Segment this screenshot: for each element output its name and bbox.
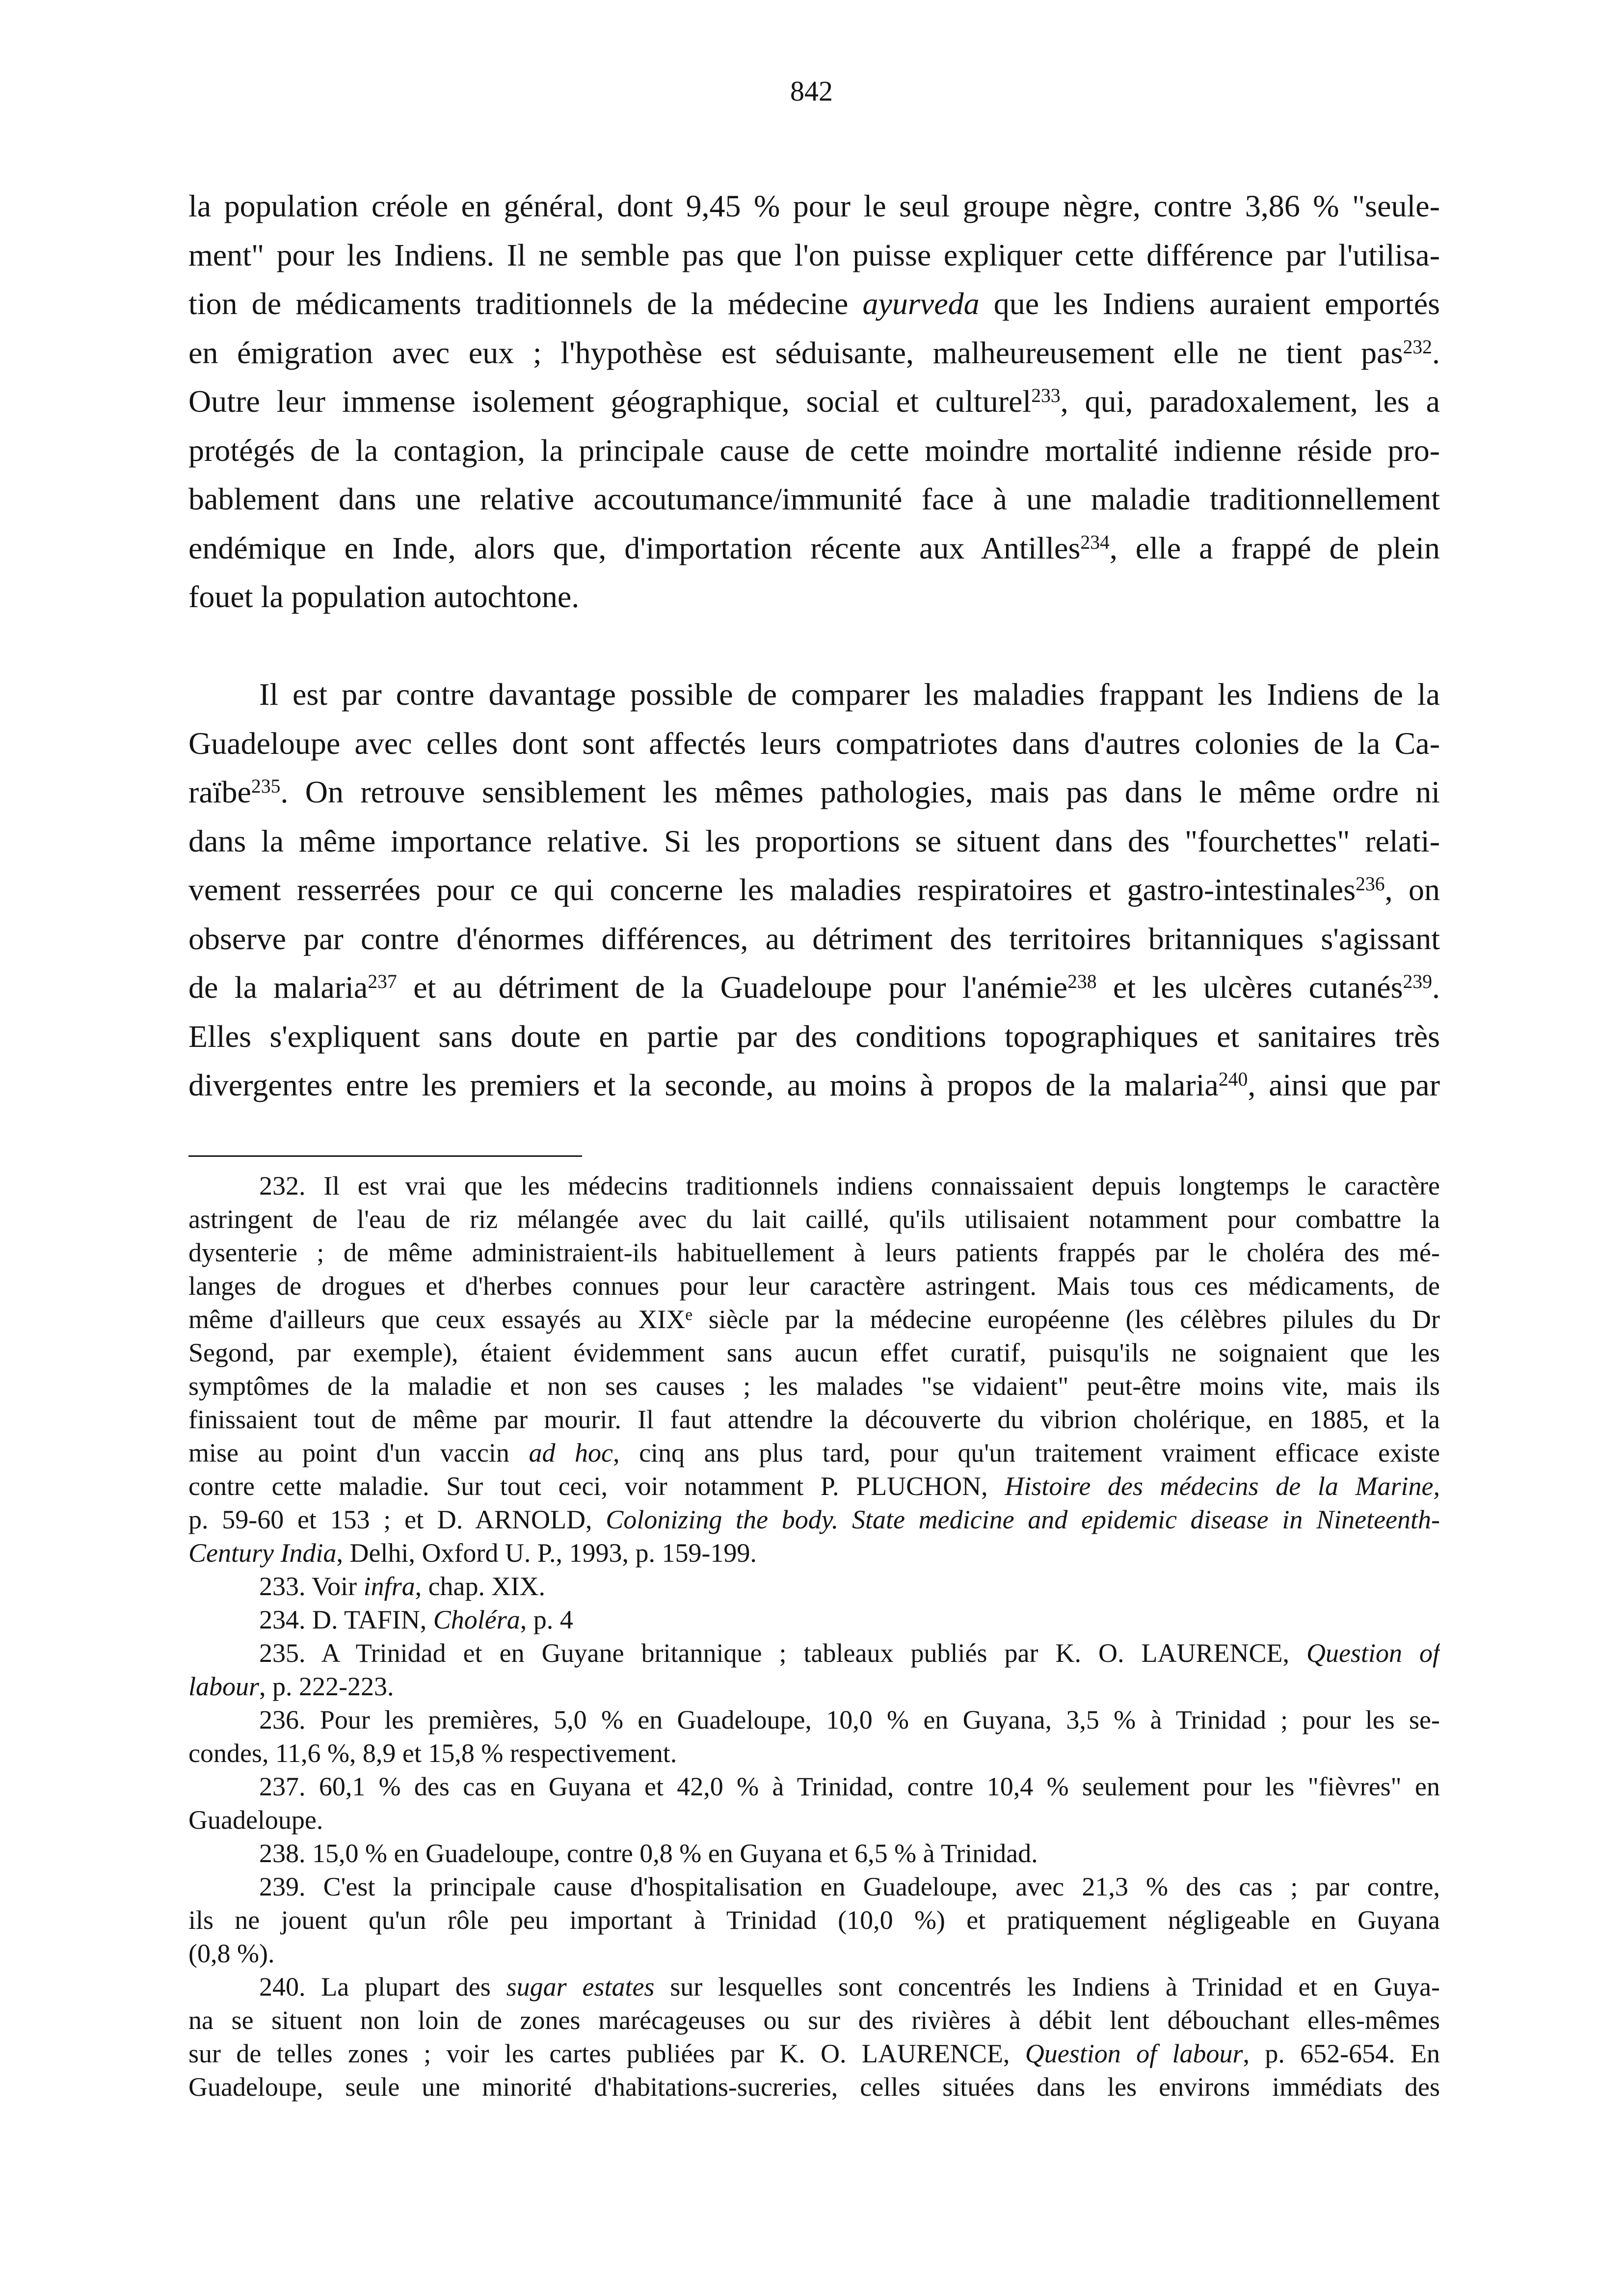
footnote — [188, 1169, 1440, 1570]
body-line — [188, 963, 1440, 1012]
text-run: dans la même importance relative. Si les proportions se situent dans des "fourchettes" relati- — [188, 823, 1440, 858]
footnote — [188, 1703, 1440, 1770]
text-run: , elle a frappé de plein — [1109, 530, 1440, 565]
footnote — [188, 1837, 1440, 1870]
footnote-reference: 234 — [1080, 531, 1110, 553]
footnote-line — [188, 1803, 1440, 1837]
text-run: astringent de l'eau de riz mélangée avec du lait caillé, qu'ils utilisaient notamment pour combattre la — [188, 1204, 1440, 1234]
footnote-number: 233. — [259, 1572, 306, 1601]
footnote-line — [188, 1837, 1440, 1870]
body-line — [188, 1061, 1440, 1110]
text-run: sur de telles zones ; voir les cartes publiées par K. O. LAURENCE, — [188, 2039, 1010, 2068]
page-number: 842 — [790, 75, 833, 107]
footnotes — [188, 1169, 1440, 2104]
text-run: langes de drogues et d'herbes connues pour leur caractère astringent. Mais tous ces médicaments, de — [188, 1271, 1440, 1301]
body-line — [188, 768, 1440, 817]
body-line — [188, 914, 1440, 963]
italic-title: Choléra — [433, 1605, 520, 1634]
body-line — [188, 426, 1440, 475]
text-run: (0,8 %). — [188, 1939, 275, 1968]
body-line — [188, 670, 1440, 719]
text-run: condes, 11,6 %, 8,9 et 15,8 % respectivement. — [188, 1738, 677, 1768]
footnote-line — [188, 1503, 1440, 1536]
text-run: raïbe — [188, 774, 251, 809]
footnote-reference: 233 — [1031, 385, 1061, 407]
text-run: endémique en Inde, alors que, d'importation récente aux Antilles — [188, 530, 1081, 565]
body-line — [188, 524, 1440, 573]
footnote-line — [188, 1703, 1440, 1736]
text-run: Guadeloupe. — [188, 1805, 323, 1835]
text-run: finissaient tout de même par mourir. Il faut attendre la découverte du vibrion cholérique, en 1885, et la — [188, 1405, 1440, 1434]
text-run: , qui, paradoxalement, les a — [1060, 384, 1440, 419]
text-run: , p. 222-223. — [259, 1672, 394, 1701]
text-run: La plupart des — [321, 1972, 491, 2002]
text-run: 60,1 % des cas en Guyana et 42,0 % à Trinidad, contre 10,4 % seulement pour les "fièvres" en — [319, 1772, 1440, 1801]
text-run: Il est vrai que les médecins traditionnels indiens connaissaient depuis longtemps le caractère — [323, 1171, 1440, 1201]
body-line — [188, 1012, 1440, 1061]
text-run: divergentes entre les premiers et la seconde, au moins à propos de la malaria — [188, 1068, 1219, 1102]
footnote-line — [188, 1336, 1440, 1369]
footnote-line — [188, 2003, 1440, 2037]
text-run: Il est par contre davantage possible de comparer les maladies frappant les Indiens de la — [259, 677, 1440, 712]
text-run: mise au point d'un vaccin — [188, 1438, 509, 1468]
text-run: , cinq ans plus tard, pour qu'un traitement vraiment efficace existe — [613, 1438, 1440, 1468]
footnote-line — [188, 1169, 1440, 1202]
footnote-line — [188, 1469, 1440, 1503]
text-run: observe par contre d'énormes différences, au détriment des territoires britanniques s'agissant — [188, 921, 1440, 956]
text-run: vement resserrées pour ce qui concerne les maladies respiratoires et gastro-intestinales — [188, 872, 1356, 907]
italic-title: Century India — [188, 1538, 337, 1568]
text-run: . — [1432, 335, 1440, 370]
text-run: la population créole en général, dont 9,45 % pour le seul groupe nègre, contre 3,86 % "seule- — [188, 188, 1440, 223]
main-text — [188, 182, 1440, 1110]
text-run: et au détriment de la Guadeloupe pour l'anémie — [413, 970, 1068, 1005]
italic-title: Question of labour — [1025, 2039, 1243, 2068]
text-run: bablement dans une relative accoutumance/immunité face à une maladie traditionnellement — [188, 481, 1440, 516]
footnote-number: 238. — [259, 1839, 306, 1868]
superscript: e — [685, 1306, 693, 1324]
footnote-line — [188, 1403, 1440, 1436]
text-run: sur lesquelles sont concentrés les Indiens à Trinidad et en Guya- — [670, 1972, 1440, 2002]
paragraph — [188, 182, 1440, 621]
text-run: C'est la principale cause d'hospitalisation en Guadeloupe, avec 21,3 % des cas ; par contre, — [323, 1872, 1440, 1901]
footnote-reference: 236 — [1356, 873, 1385, 895]
body-line — [188, 328, 1440, 377]
italic-term: ayurveda — [862, 286, 980, 321]
text-run: protégés de la contagion, la principale cause de cette moindre mortalité indienne réside pro- — [188, 432, 1440, 468]
italic-title: labour — [188, 1672, 260, 1701]
footnote-number: 240. — [259, 1972, 306, 2002]
italic-title: Histoire des médecins de la Marine, — [1005, 1471, 1440, 1501]
footnote — [188, 1970, 1440, 2104]
footnote-reference: 237 — [368, 971, 397, 993]
text-run: na se situent non loin de zones marécageuses ou sur des rivières à débit lent débouchant elles-mêmes — [188, 2005, 1440, 2035]
footnote-line — [188, 1937, 1440, 1970]
footnote-reference: 239 — [1403, 971, 1433, 993]
footnote-separator — [188, 1155, 582, 1157]
footnote-line — [188, 1636, 1440, 1670]
footnote-number: 239. — [259, 1872, 306, 1901]
text-run: Elles s'expliquent sans doute en partie par des conditions topographiques et sanitaires très — [188, 1018, 1440, 1054]
text-run: Segond, par exemple), étaient évidemment sans aucun effet curatif, puisqu'ils ne soignaient que les — [188, 1338, 1440, 1367]
body-line — [188, 279, 1440, 328]
text-run: D. TAFIN, — [312, 1605, 427, 1634]
text-run: en émigration avec eux ; l'hypothèse est séduisante, malheureusement elle ne tient pas — [188, 335, 1403, 370]
body-line — [188, 817, 1440, 866]
footnote-number: 232. — [259, 1171, 306, 1201]
text-run: dysenterie ; de même administraient-ils habituellement à leurs patients frappés par le choléra des mé- — [188, 1238, 1440, 1267]
text-run: contre cette maladie. Sur tout ceci, voir notamment P. PLUCHON, — [188, 1471, 988, 1501]
text-run: symptômes de la maladie et non ses causes ; les malades "se vidaient" peut-être moins vite, mais ils — [188, 1371, 1440, 1401]
italic-term: sugar estates — [506, 1972, 655, 2002]
footnote — [188, 1636, 1440, 1703]
text-run: Guadeloupe, seule une minorité d'habitations-sucreries, celles situées dans les environs immédiats des — [188, 2072, 1440, 2102]
footnote — [188, 1870, 1440, 1970]
footnote-number: 237. — [259, 1772, 306, 1801]
text-run: , on — [1384, 872, 1440, 907]
text-run: Outre leur immense isolement géographique, social et culturel — [188, 384, 1032, 419]
footnote-number: 235. — [259, 1638, 306, 1668]
text-run: de la malaria — [188, 970, 368, 1005]
text-run: , ainsi que par — [1248, 1068, 1440, 1102]
footnote-line — [188, 1436, 1440, 1469]
footnote-line — [188, 1570, 1440, 1603]
text-run: ment" pour les Indiens. Il ne semble pas que l'on puisse expliquer cette différence par l'utilisa- — [188, 237, 1440, 272]
footnote-line — [188, 1603, 1440, 1636]
footnote-reference: 232 — [1403, 336, 1432, 358]
text-run: fouet la population autochtone. — [188, 579, 580, 614]
body-line — [188, 475, 1440, 524]
footnote-line — [188, 1536, 1440, 1570]
italic-term: infra — [363, 1572, 415, 1601]
body-line — [188, 572, 1440, 621]
text-run: tion de médicaments traditionnels de la médecine — [188, 286, 849, 321]
footnote-line — [188, 2037, 1440, 2070]
footnote-line — [188, 1870, 1440, 1903]
footnote-line — [188, 1303, 1440, 1336]
text-run: Guadeloupe avec celles dont sont affectés leurs compatriotes dans d'autres colonies de la Ca- — [188, 725, 1440, 761]
footnote-number: 236. — [259, 1705, 306, 1735]
text-run: , p. 4 — [520, 1605, 573, 1634]
body-line — [188, 231, 1440, 280]
body-line — [188, 719, 1440, 768]
text-run: p. 59-60 et 153 ; et D. ARNOLD, — [188, 1505, 592, 1534]
text-run: , Delhi, Oxford U. P., 1993, p. 159-199. — [336, 1538, 757, 1568]
footnote-line — [188, 1736, 1440, 1770]
text-run: , chap. XIX. — [415, 1572, 546, 1601]
footnote — [188, 1570, 1440, 1603]
text-run: Voir — [312, 1572, 357, 1601]
text-run: que les Indiens auraient emportés — [993, 286, 1440, 321]
footnote-number: 234. — [259, 1605, 306, 1634]
footnote-reference: 235 — [251, 775, 281, 798]
body-line — [188, 377, 1440, 426]
text-run: . — [1432, 970, 1440, 1005]
italic-title: Question of — [1306, 1638, 1440, 1668]
footnote-line — [188, 1269, 1440, 1303]
footnote-line — [188, 1903, 1440, 1937]
italic-title: Colonizing the body. State medicine and epidemic disease in Nineteenth- — [606, 1505, 1440, 1534]
footnote-line — [188, 1770, 1440, 1803]
body-line — [188, 865, 1440, 914]
footnote-line — [188, 1202, 1440, 1236]
text-run: 15,0 % en Guadeloupe, contre 0,8 % en Guyana et 6,5 % à Trinidad. — [312, 1839, 1038, 1868]
text-run: ils ne jouent qu'un rôle peu important à Trinidad (10,0 %) et pratiquement négligeable en Guyana — [188, 1905, 1440, 1935]
footnote-line — [188, 1670, 1440, 1703]
text-run: siècle par la médecine européenne (les célèbres pilules du Dr — [708, 1305, 1440, 1334]
footnote-reference: 240 — [1218, 1068, 1248, 1091]
body-line — [188, 182, 1440, 231]
footnote-line — [188, 1970, 1440, 2003]
footnote-line — [188, 1236, 1440, 1269]
text-run: , p. 652-654. En — [1243, 2039, 1440, 2068]
text-run: . On retrouve sensiblement les mêmes pathologies, mais pas dans le même ordre ni — [280, 774, 1440, 809]
footnote-reference: 238 — [1067, 971, 1097, 993]
footnote-line — [188, 1369, 1440, 1403]
footnote-line — [188, 2070, 1440, 2104]
text-run: même d'ailleurs que ceux essayés au XIX — [188, 1305, 686, 1334]
paragraph — [188, 670, 1440, 1110]
text-run: A Trinidad et en Guyane britannique ; tableaux publiés par K. O. LAURENCE, — [321, 1638, 1289, 1668]
footnote — [188, 1603, 1440, 1636]
italic-term: ad hoc — [529, 1438, 613, 1468]
footnote — [188, 1770, 1440, 1837]
text-run: Pour les premières, 5,0 % en Guadeloupe, 10,0 % en Guyana, 3,5 % à Trinidad ; pour les se- — [319, 1705, 1440, 1735]
text-run: et les ulcères cutanés — [1113, 970, 1403, 1005]
